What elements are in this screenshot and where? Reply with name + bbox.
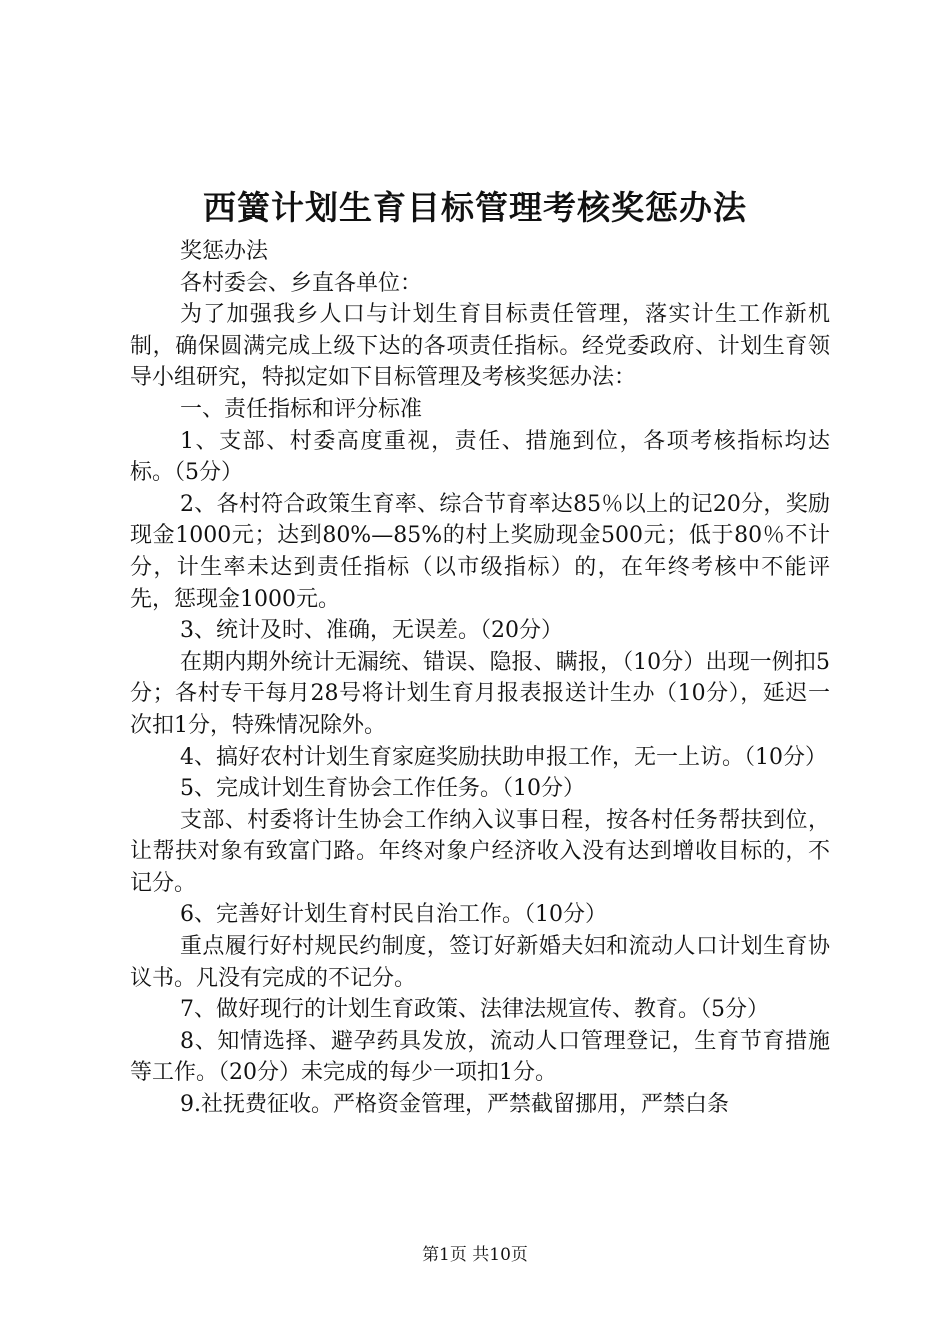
paragraph-item-3-detail: 在期内期外统计无漏统、错误、隐报、瞒报，（10分）出现一例扣5分；各村专干每月28号将计划生育月报表报送计生办（10分），延迟一次扣1分，特殊情况除外。 — [130, 649, 830, 738]
paragraph-heading-rewards: 奖惩办法 — [180, 239, 269, 264]
document-body — [130, 236, 830, 1121]
paragraph-item-6: 6、完善好计划生育村民自治工作。（10分） — [180, 902, 607, 928]
paragraph-intro: 为了加强我乡人口与计划生育目标责任管理，落实计生工作新机制，确保圆满完成上级下达的各项责任指标。经党委政府、计划生育领导小组研究，特拟定如下目标管理及考核奖惩办法： — [130, 302, 830, 391]
paragraph-item-8: 8、知情选择、避孕药具发放，流动人口管理登记，生育节育措施等工作。（20分）未完成的每少一项扣1分。 — [130, 1028, 830, 1086]
paragraph-item-4: 4、搞好农村计划生育家庭奖励扶助申报工作，无一上访。（10分） — [180, 744, 827, 770]
page-number-footer: 第1页 共10页 — [422, 1245, 528, 1265]
paragraph-item-5: 5、完成计划生育协会工作任务。（10分） — [180, 776, 585, 802]
paragraph-item-6-detail: 重点履行好村规民约制度，签订好新婚夫妇和流动人口计划生育协议书。凡没有完成的不记分。 — [130, 934, 830, 991]
paragraph-item-2: 2、各村符合政策生育率、综合节育率达85％以上的记20分，奖励现金1000元；达到80%—85%的村上奖励现金500元；低于80％不计分，计生率未达到责任指标（以市级指标）的，在年终考核中不能评先，惩现金1000元。 — [130, 491, 830, 612]
paragraph-salutation: 各村委会、乡直各单位： — [180, 270, 423, 296]
paragraph-item-5-detail: 支部、村委将计生协会工作纳入议事日程，按各村任务帮扶到位，让帮扶对象有致富门路。年终对象户经济收入没有达到增收目标的，不记分。 — [130, 807, 830, 896]
section-heading-indicators: 一、责任指标和评分标准 — [180, 396, 423, 422]
paragraph-item-7: 7、做好现行的计划生育政策、法律法规宣传、教育。（5分） — [180, 997, 769, 1023]
paragraph-item-1: 1、支部、村委高度重视，责任、措施到位，各项考核指标均达标。（5分） — [130, 428, 830, 486]
paragraph-item-9: 9.社抚费征收。严格资金管理，严禁截留挪用，严禁白条 — [180, 1092, 729, 1118]
paragraph-item-3: 3、统计及时、准确，无误差。（20分） — [180, 618, 563, 644]
document-title: 西簧计划生育目标管理考核奖惩办法 — [203, 188, 747, 227]
